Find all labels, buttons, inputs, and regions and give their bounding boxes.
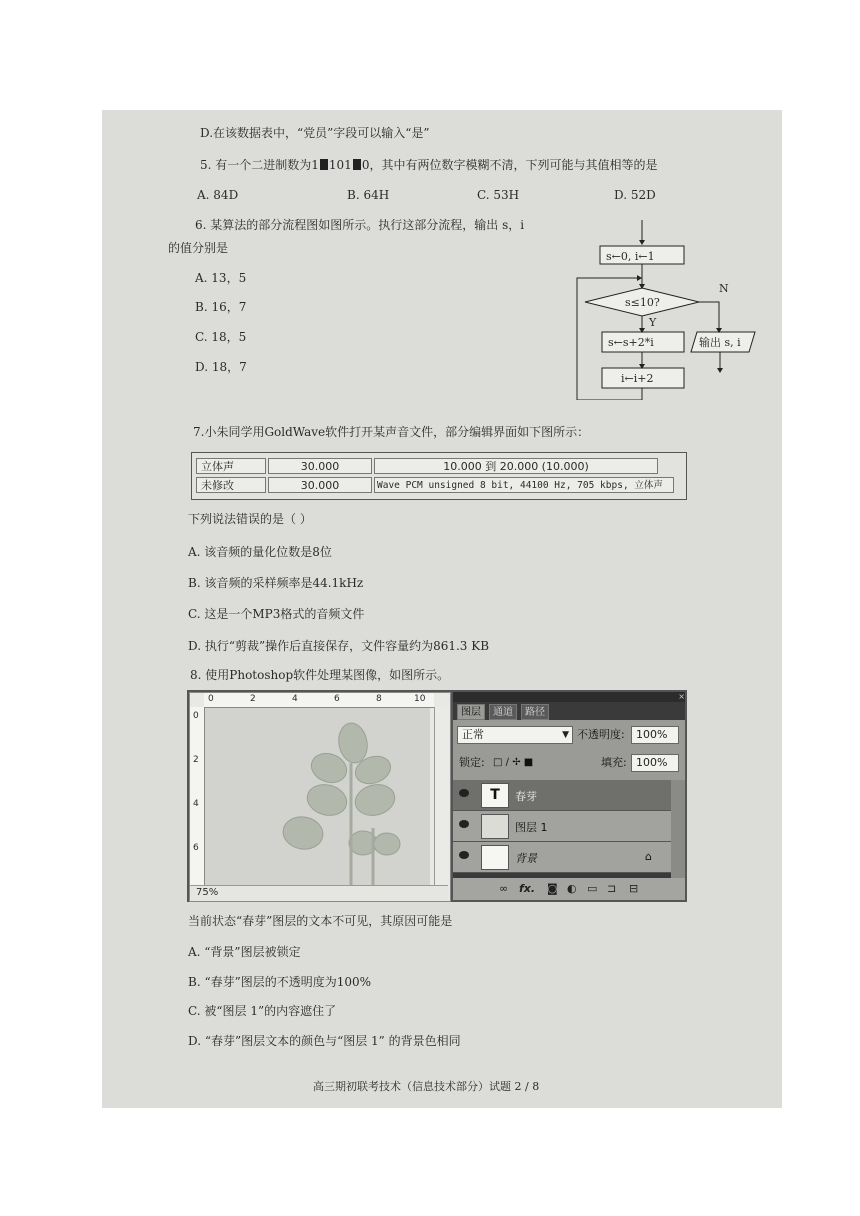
ruler-tick: 6 [193,843,199,853]
ps-layers-panel [453,692,685,900]
flow-no-label: N [719,282,729,295]
q7-option-a: A. 该音频的量化位数是8位 [188,545,332,559]
lock-transparent-icon[interactable]: □ [493,757,503,768]
lock-icon: ⌂ [645,850,652,863]
q8-stem: 8. 使用Photoshop软件处理某图像，如图所示。 [190,668,450,682]
q5-stem-pre: 5. 有一个二进制数为1 [200,158,319,172]
gw-channel: 立体声 [201,460,234,473]
ruler-tick: 4 [292,694,298,704]
ps-layers-scrollbar[interactable] [671,780,685,878]
opacity-label: 不透明度: [577,728,625,741]
ps-document-window [189,692,451,902]
q8-option-d: D. “春芽”图层文本的颜色与“图层 1” 的背景色相同 [188,1034,461,1048]
tab-layers[interactable]: 图层 [457,704,485,720]
blend-mode-select[interactable] [457,726,573,744]
fill-input[interactable]: 100% [631,754,679,772]
gw-length-cell [268,458,372,474]
ps-panel-footer [453,878,685,900]
layer-name: 图层 1 [515,821,548,834]
ps-ruler-vertical [190,707,205,885]
ps-status-bar [190,885,448,901]
q6-option-a: A. 13，5 [195,271,247,285]
q6-option-b: B. 16，7 [195,300,247,314]
page-footer: 高三期初联考技术（信息技术部分）试题 2 / 8 [313,1080,540,1093]
link-icon[interactable]: ∞ [499,882,509,895]
q5-stem-post: 0，其中有两位数字模糊不清，下列可能与其值相等的是 [361,158,658,172]
ps-zoom-level[interactable]: 75% [196,887,219,898]
layer-name: 春芽 [515,790,537,803]
gw-length: 30.000 [300,460,340,473]
gw-modified-cell [196,477,266,493]
q6-option-c: C. 18，5 [195,330,247,344]
q4-option-d: D.在该数据表中，“党员”字段可以输入“是” [200,126,430,140]
blur-block [353,159,361,170]
eye-icon[interactable] [459,851,469,859]
ruler-tick: 6 [334,694,340,704]
ruler-tick: 2 [193,755,199,765]
lock-icons[interactable] [493,754,533,772]
flow-init-box: s←0, i←1 [606,250,655,263]
lock-brush-icon[interactable]: ∕ [505,757,510,768]
q7-question: 下列说法错误的是（ ） [188,512,312,526]
q8-option-a: A. “背景”图层被锁定 [188,945,301,959]
layer-name: 背景 [515,852,537,865]
ruler-tick: 4 [193,799,199,809]
layer-row-background[interactable] [453,842,671,873]
q6-stem: 6. 某算法的部分流程图如图所示。执行这部分流程，输出 s，i [195,218,525,232]
flow-step2-box: i←i+2 [621,372,654,385]
gw-length2: 30.000 [300,479,340,492]
q7-stem: 7.小朱同学用GoldWave软件打开某声音文件，部分编辑界面如下图所示： [193,425,590,439]
layer-row-chunya[interactable] [453,780,671,811]
q6-stem-cont: 的值分别是 [168,241,229,255]
mask-icon[interactable]: ◙ [547,882,558,895]
q5-option-d: D. 52D [614,188,656,202]
sprout-image [205,708,430,885]
adjustment-icon[interactable]: ◐ [567,882,577,895]
flow-yes-label: Y [649,316,657,329]
q5-option-a: A. 84D [197,188,239,202]
q7-option-c: C. 这是一个MP3格式的音频文件 [188,607,365,621]
close-icon[interactable]: × [678,692,685,701]
fill-label: 填充: [601,756,627,769]
tab-channels[interactable]: 通道 [489,704,517,720]
q5-stem [200,158,657,172]
ruler-tick: 0 [193,711,199,721]
ruler-tick: 0 [208,694,214,704]
layer1-thumb [481,814,509,839]
q5-stem-mid: 101 [328,158,352,172]
ps-vertical-scrollbar[interactable] [434,707,449,885]
eye-icon[interactable] [459,789,469,797]
q8-option-b: B. “春芽”图层的不透明度为100% [188,975,372,989]
new-layer-icon[interactable]: ⊐ [607,882,617,895]
opacity-input[interactable]: 100% [631,726,679,744]
gw-selection-cell [374,458,658,474]
flow-step1-box: s←s+2*i [608,336,654,349]
gw-format-cell [374,477,674,493]
q7-option-b: B. 该音频的采样频率是44.1kHz [188,576,364,590]
q8-question: 当前状态“春芽”图层的文本不可见，其原因可能是 [188,914,453,928]
ruler-tick: 10 [414,694,426,704]
fx-button[interactable]: fx. [519,882,536,895]
gw-selection: 10.000 到 20.000 (10.000) [443,460,589,473]
lock-all-icon[interactable]: ■ [523,757,534,768]
text-layer-thumb: T [481,783,509,808]
ruler-tick: 8 [376,694,382,704]
lock-move-icon[interactable]: ✢ [512,757,521,768]
q8-option-c: C. 被“图层 1”的内容遮住了 [188,1004,337,1018]
flowchart-diagram [575,218,765,400]
q6-option-d: D. 18，7 [195,360,247,374]
ps-panel-titlebar [453,692,685,702]
q5-option-b: B. 64H [347,188,390,202]
flow-output-box: 输出 s, i [699,336,741,349]
lock-label: 锁定: [459,756,485,769]
photoshop-screenshot [187,690,687,902]
flowchart [575,218,765,400]
gw-channel-cell [196,458,266,474]
ruler-tick: 2 [250,694,256,704]
blur-block [320,159,328,170]
flow-condition: s≤10? [625,296,660,309]
gw-length2-cell [268,477,372,493]
layer-row-layer1[interactable] [453,811,671,842]
q7-option-d: D. 执行“剪裁”操作后直接保存，文件容量约为861.3 KB [188,639,490,653]
gw-modified-status: 未修改 [201,479,234,492]
ps-canvas[interactable] [205,708,430,885]
eye-icon[interactable] [459,820,469,828]
trash-icon[interactable]: ⊟ [629,882,639,895]
gw-format: Wave PCM unsigned 8 bit, 44100 Hz, 705 kbps, 立体声 [377,480,663,491]
tab-paths[interactable]: 路径 [521,704,549,720]
q5-option-c: C. 53H [477,188,520,202]
blend-mode-value: 正常 [462,728,484,741]
background-thumb [481,845,509,870]
ps-ruler-horizontal [204,693,434,708]
group-icon[interactable]: ▭ [587,882,598,895]
goldwave-status-bar [191,452,687,500]
chevron-down-icon: ▼ [562,730,569,740]
